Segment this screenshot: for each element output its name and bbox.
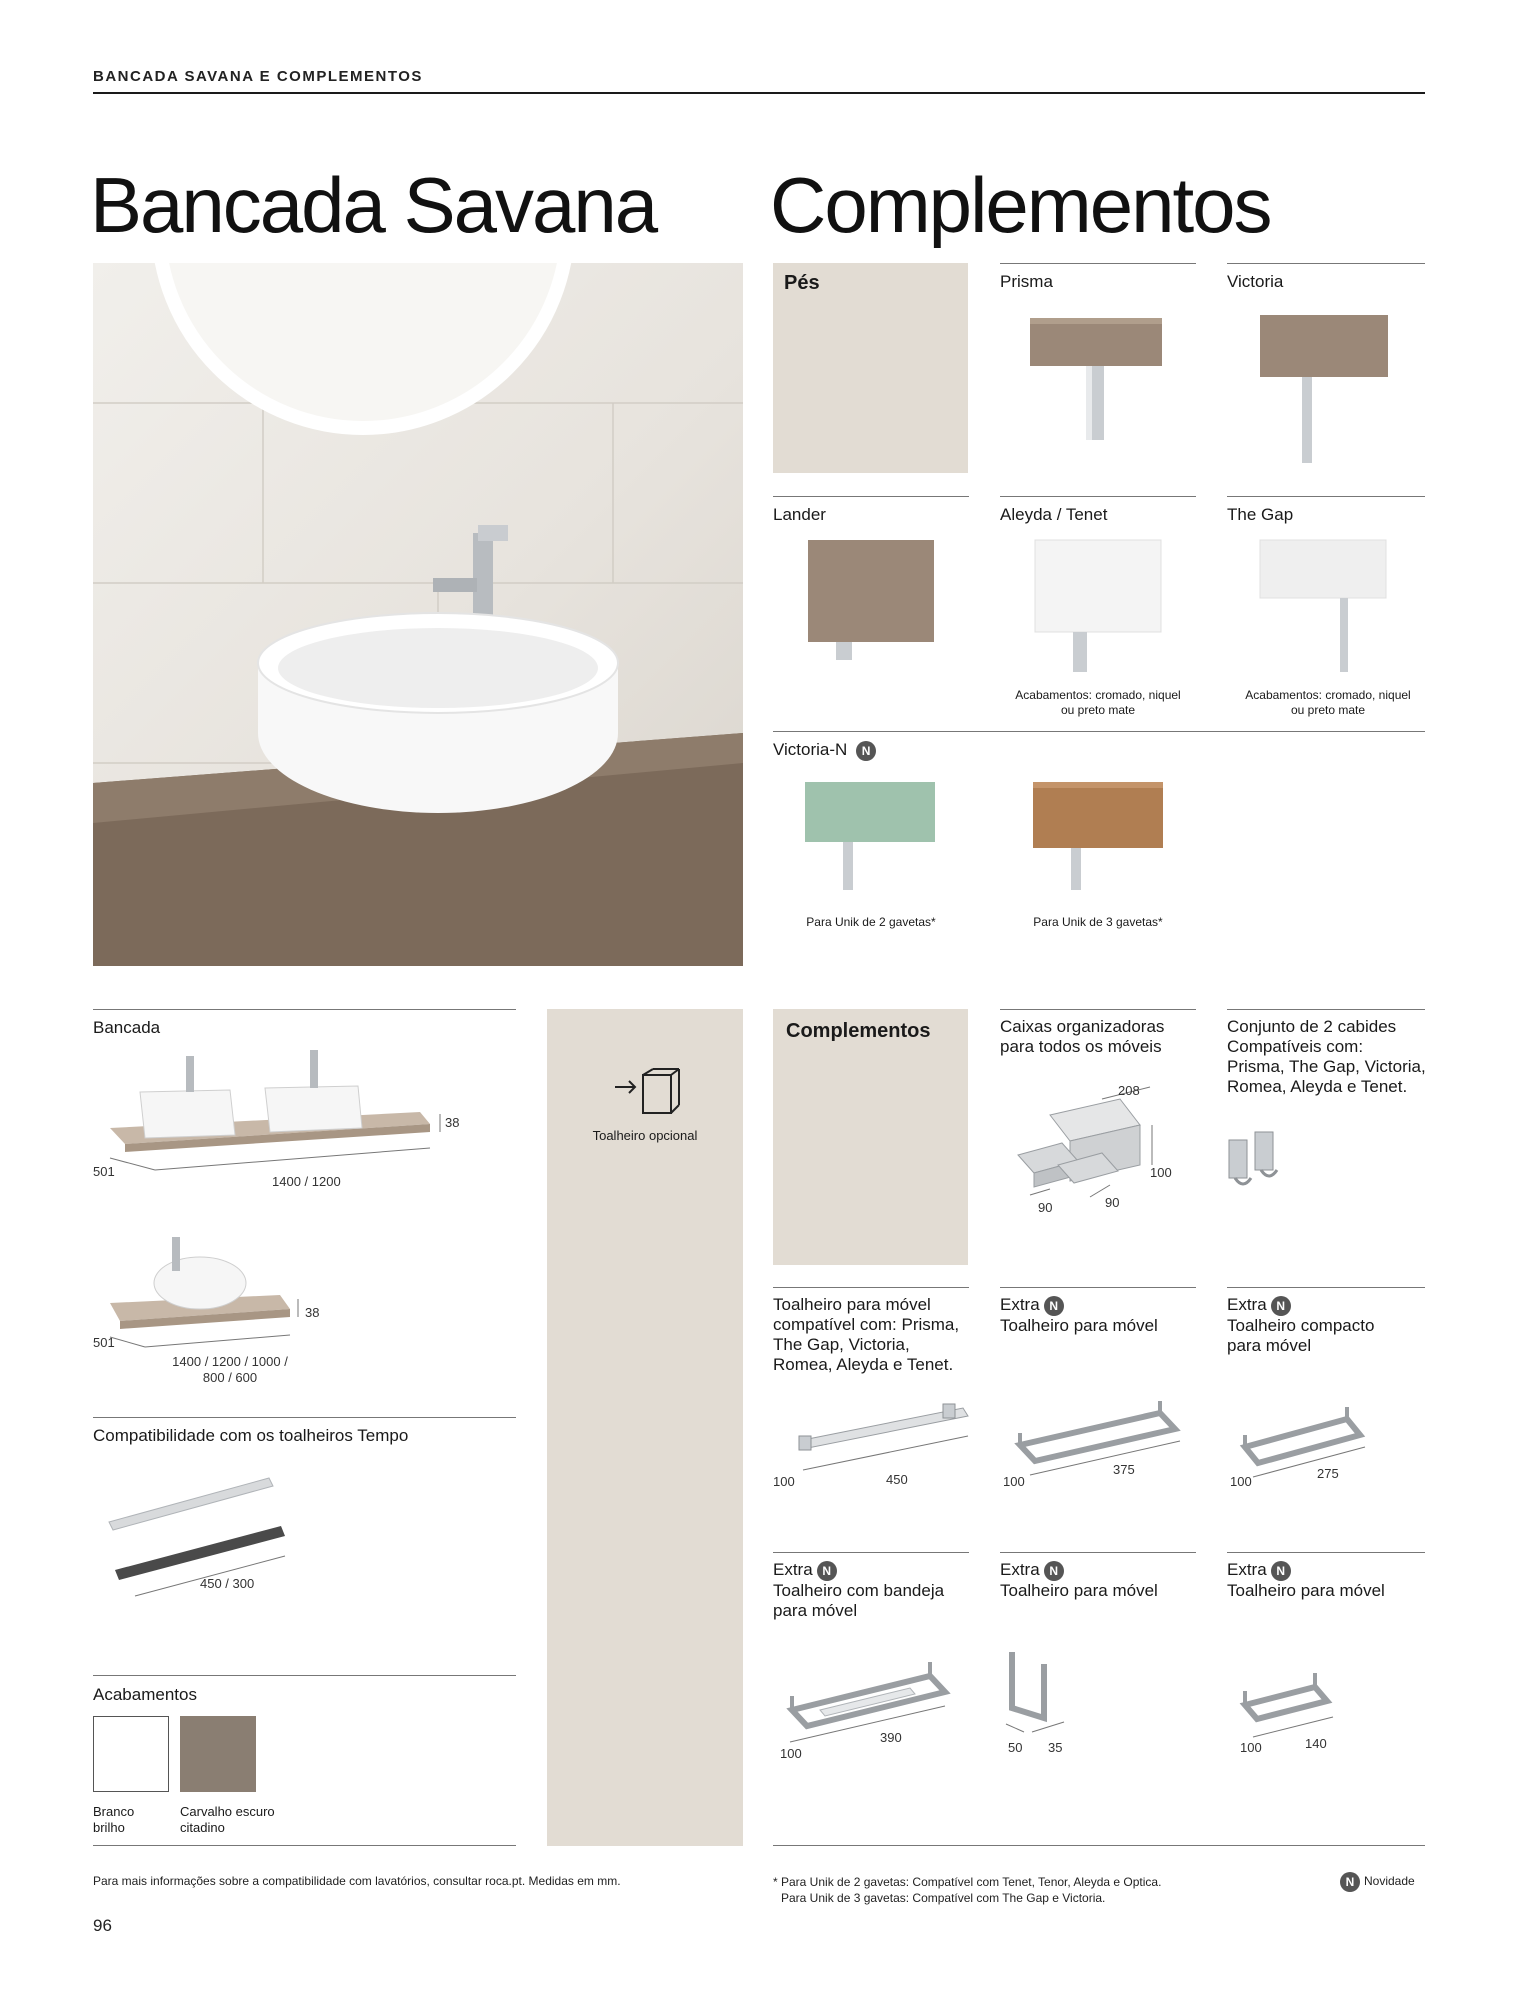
hero-photo xyxy=(93,263,743,966)
cabides-line2: Compatíveis com: xyxy=(1227,1037,1364,1056)
extra4-line1: Toalheiro para móvel xyxy=(1000,1580,1158,1600)
extra3-drawing xyxy=(780,1650,960,1750)
rule-aleyda xyxy=(1000,496,1196,497)
tempo-label: Compatibilidade com os toalheiros Tempo xyxy=(93,1426,409,1445)
aleyda-note-line1: Acabamentos: cromado, niquel xyxy=(1015,688,1181,702)
rule-acabamentos xyxy=(93,1675,516,1676)
rule-lander xyxy=(773,496,969,497)
title-complementos: Complementos xyxy=(770,161,1271,249)
rule-caixas xyxy=(1000,1009,1196,1010)
rule-extra2 xyxy=(1227,1287,1425,1288)
extra1-title xyxy=(1000,1295,1158,1336)
extra5-extra: Extra xyxy=(1227,1560,1267,1579)
rule-bottom-left xyxy=(93,1845,516,1846)
footer-note-line2: Para Unik de 3 gavetas: Compatível com The Gap e Victoria. xyxy=(781,1891,1106,1905)
footer-note-line1: * Para Unik de 2 gavetas: Compatível com Tenet, Tenor, Aleyda e Optica. xyxy=(773,1875,1162,1889)
extra2-extra: Extra xyxy=(1227,1295,1267,1314)
rule-extra3 xyxy=(773,1552,969,1553)
cabides-title xyxy=(1227,1017,1426,1097)
toalheiro-movel-line2: compatível com: Prisma, xyxy=(773,1315,960,1334)
caixas-line2: para todos os móveis xyxy=(1000,1037,1162,1056)
rule-extra5 xyxy=(1227,1552,1425,1553)
rule-prisma xyxy=(1000,263,1196,264)
double-bancada-depth: 501 xyxy=(93,1164,115,1179)
rule-victoria xyxy=(1227,263,1425,264)
extra3-line2: para móvel xyxy=(773,1600,858,1620)
caixas-dim-100: 100 xyxy=(1150,1165,1172,1180)
toalheiro-movel-line1: Toalheiro para móvel xyxy=(773,1295,931,1314)
hooks-drawing xyxy=(1225,1128,1305,1198)
extra1-extra: Extra xyxy=(1000,1295,1040,1314)
extra3-dim-390: 390 xyxy=(880,1730,902,1745)
tempo-dim: 450 / 300 xyxy=(200,1576,255,1591)
extra3-extra: Extra xyxy=(773,1560,813,1579)
extra2-line1: Toalheiro compacto xyxy=(1227,1315,1375,1335)
extra2-dim-100: 100 xyxy=(1230,1474,1252,1489)
victoria-n-2-drawers-image xyxy=(805,782,945,902)
new-badge: N xyxy=(1044,1296,1064,1316)
extra4-extra: Extra xyxy=(1000,1560,1040,1579)
footer-info: Para mais informações sobre a compatibilidade com lavatórios, consultar roca.pt. Medidas em mm. xyxy=(93,1874,621,1888)
pes-item-victoria: Victoria xyxy=(1227,272,1284,291)
double-bancada-width: 1400 / 1200 xyxy=(272,1174,341,1189)
new-badge: N xyxy=(1340,1872,1360,1892)
lander-foot-image xyxy=(808,540,948,670)
acabamentos-label: Acabamentos xyxy=(93,1685,197,1704)
extra2-dim-275: 275 xyxy=(1317,1466,1339,1481)
swatch-branco-line1: Branco xyxy=(93,1804,135,1819)
caixas-title xyxy=(1000,1017,1164,1057)
the-gap-note xyxy=(1223,688,1433,718)
rule-thegap xyxy=(1227,496,1425,497)
pes-item-prisma: Prisma xyxy=(1000,272,1053,291)
toalheiro-movel-dim-450: 450 xyxy=(886,1472,908,1487)
swatch-branco xyxy=(93,1716,169,1792)
new-badge: N xyxy=(817,1561,837,1581)
extra2-line2: para móvel xyxy=(1227,1335,1312,1355)
rule-bancada xyxy=(93,1009,516,1010)
extra3-line1: Toalheiro com bandeja xyxy=(773,1580,945,1600)
swatch-branco-line2: brilho xyxy=(93,1820,125,1835)
toalheiro-movel-line4: Romea, Aleyda e Tenet. xyxy=(773,1355,954,1374)
towel-rail-icon xyxy=(613,1069,683,1119)
victoria-n-caption-2: Para Unik de 2 gavetas* xyxy=(806,915,936,929)
extra3-title xyxy=(773,1560,944,1621)
victoria-foot-image xyxy=(1260,315,1400,475)
extra4-dim-35: 35 xyxy=(1048,1740,1063,1755)
bancada-label: Bancada xyxy=(93,1018,161,1037)
extra4-title xyxy=(1000,1560,1158,1601)
rule-victoria-n xyxy=(773,731,1425,732)
new-badge: N xyxy=(1044,1561,1064,1581)
aleyda-foot-image xyxy=(1035,540,1175,680)
rule-tempo xyxy=(93,1417,516,1418)
the-gap-foot-image xyxy=(1260,540,1400,680)
complementos-label: Complementos xyxy=(786,1020,931,1042)
aleyda-note-line2: ou preto mate xyxy=(1060,703,1136,717)
swatch-carvalho xyxy=(180,1716,256,1792)
pes-label: Pés xyxy=(784,272,820,294)
extra2-drawing xyxy=(1235,1395,1385,1485)
toalheiro-opcional-panel xyxy=(547,1009,743,1846)
legend-novidade xyxy=(1340,1872,1415,1892)
complementos-label-panel xyxy=(773,1009,968,1265)
single-bancada-width xyxy=(150,1354,310,1386)
single-bancada-depth: 501 xyxy=(93,1335,115,1350)
cabides-line3: Prisma, The Gap, Victoria, xyxy=(1227,1057,1426,1076)
extra4-dim-50: 50 xyxy=(1008,1740,1023,1755)
extra1-drawing xyxy=(1010,1385,1190,1475)
cabides-line1: Conjunto de 2 cabides xyxy=(1227,1017,1397,1036)
caixas-dim-208: 208 xyxy=(1118,1083,1140,1098)
extra1-line1: Toalheiro para móvel xyxy=(1000,1315,1158,1335)
pes-item-aleyda-tenet: Aleyda / Tenet xyxy=(1000,505,1108,524)
single-bancada-width-line1: 1400 / 1200 / 1000 / xyxy=(172,1354,288,1369)
extra5-dim-100: 100 xyxy=(1240,1740,1262,1755)
extra1-dim-375: 375 xyxy=(1113,1462,1135,1477)
the-gap-note-line2: ou preto mate xyxy=(1290,703,1366,717)
pes-item-the-gap: The Gap xyxy=(1227,505,1294,524)
title-bancada-savana: Bancada Savana xyxy=(90,161,657,249)
single-bancada-height: 38 xyxy=(305,1305,320,1320)
header-rule xyxy=(93,92,1425,94)
toalheiro-movel-dim-100: 100 xyxy=(773,1474,795,1489)
legend-label: Novidade xyxy=(1364,1874,1415,1889)
pes-item-victoria-n xyxy=(773,740,876,761)
rule-extra4 xyxy=(1000,1552,1196,1553)
new-badge: N xyxy=(1271,1561,1291,1581)
page-number: 96 xyxy=(93,1916,112,1935)
caixas-dim-90b: 90 xyxy=(1105,1195,1120,1210)
caixas-dim-90a: 90 xyxy=(1038,1200,1053,1215)
cabides-line4: Romea, Aleyda e Tenet. xyxy=(1227,1077,1408,1096)
swatch-carvalho-label xyxy=(180,1804,275,1836)
rule-bottom-right xyxy=(773,1845,1425,1846)
extra2-title xyxy=(1227,1295,1374,1356)
organizer-boxes-drawing xyxy=(1010,1085,1180,1215)
victoria-n-3-drawers-image xyxy=(1033,782,1173,902)
swatch-carvalho-line2: citadino xyxy=(180,1820,225,1835)
extra5-dim-140: 140 xyxy=(1305,1736,1327,1751)
rule-toalheiro-movel xyxy=(773,1287,969,1288)
aleyda-note xyxy=(994,688,1202,718)
victoria-n-caption-3: Para Unik de 3 gavetas* xyxy=(1033,915,1163,929)
victoria-n-label: Victoria-N xyxy=(773,740,848,759)
footer-note xyxy=(773,1874,1161,1906)
new-badge: N xyxy=(1271,1296,1291,1316)
extra5-line1: Toalheiro para móvel xyxy=(1227,1580,1385,1600)
double-bancada-height: 38 xyxy=(445,1115,460,1130)
extra5-title xyxy=(1227,1560,1385,1601)
rule-extra1 xyxy=(1000,1287,1196,1288)
caixas-line1: Caixas organizadoras xyxy=(1000,1017,1165,1036)
prisma-foot-image xyxy=(1030,310,1170,450)
pes-label-panel xyxy=(773,263,968,473)
swatch-carvalho-line1: Carvalho escuro xyxy=(180,1804,275,1819)
the-gap-note-line1: Acabamentos: cromado, niquel xyxy=(1245,688,1411,702)
section-header: BANCADA SAVANA E COMPLEMENTOS xyxy=(93,68,423,85)
toalheiro-movel-title xyxy=(773,1295,959,1375)
toalheiro-movel-drawing xyxy=(783,1400,983,1480)
swatch-branco-label xyxy=(93,1804,134,1836)
extra4-drawing xyxy=(1004,1648,1074,1738)
new-badge: N xyxy=(856,741,876,761)
extra3-dim-100: 100 xyxy=(780,1746,802,1761)
toalheiro-movel-line3: The Gap, Victoria, xyxy=(773,1335,910,1354)
pes-item-lander: Lander xyxy=(773,505,826,524)
extra1-dim-100: 100 xyxy=(1003,1474,1025,1489)
rule-cabides xyxy=(1227,1009,1425,1010)
single-bancada-width-line2: 800 / 600 xyxy=(202,1370,258,1385)
toalheiro-opcional-label: Toalheiro opcional xyxy=(592,1128,698,1143)
